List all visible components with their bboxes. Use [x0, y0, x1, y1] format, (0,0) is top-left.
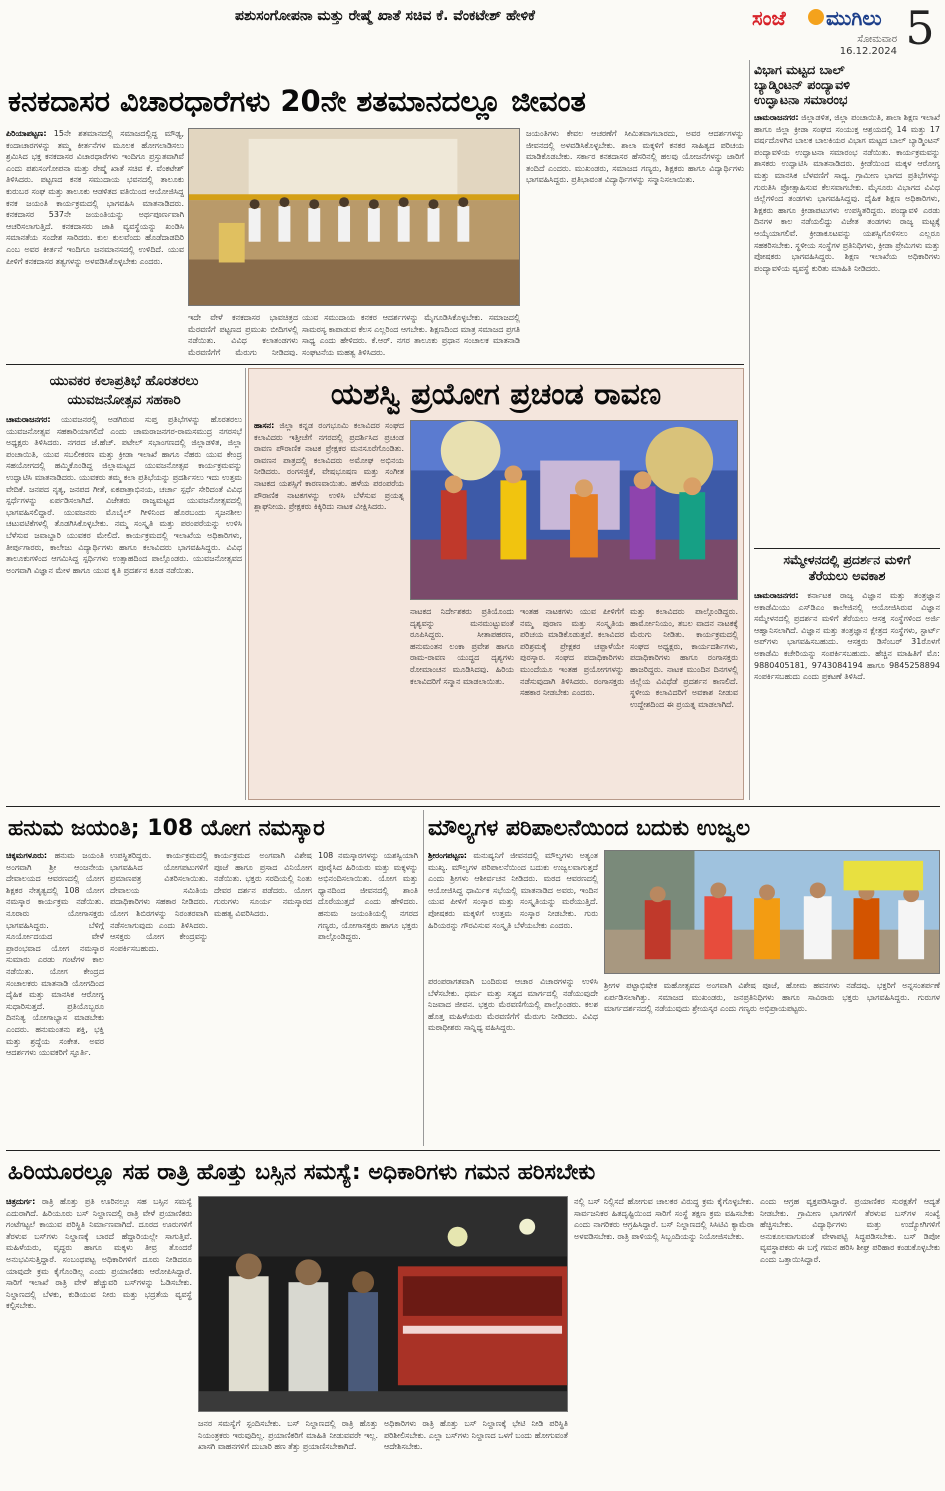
ravana-col4-text: ಮತ್ತು ಕಲಾವಿದರು ಪಾಲ್ಗೊಂಡಿದ್ದರು. ಹಾರ್ಮೋನಿಯಂ, ತಬಲ ವಾದನ ನಾಟಕಕ್ಕೆ ಮೆರುಗು ನೀಡಿತು. ಕಾರ್ಯಕ್ರಮದಲ್ಲಿ ಸಂಘದ ಅಧ್ಯಕ್ಷರು, ಕಾರ್ಯದರ್ಶಿಗಳು, ಪದಾಧಿಕಾರಿಗಳು ಹಾಗೂ ರಂಗಾಸಕ್ತರು ಹಾಜರಿದ್ದರು. ನಾಟಕ ಮುಂದಿನ ದಿನಗಳಲ್ಲಿ ಜಿಲ್ಲೆಯ ವಿವಿಧೆಡೆ ಪ್ರದರ್ಶನ ಕಾಣಲಿದೆ. ಸ್ಥಳೀಯ ಕಲಾವಿದರಿಗೆ ಅವಕಾಶ ನೀಡುವ ಉದ್ದೇಶದಿಂದ ಈ ಪ್ರಯತ್ನ ಮಾಡಲಾಗಿದೆ.: [630, 607, 738, 709]
kanakadasa-col1-text: 15ನೇ ಶತಮಾನದಲ್ಲಿ ಸಮಾಜದಲ್ಲಿದ್ದ ಮೌಢ್ಯ, ಕಂದಾಚಾರಗಳನ್ನು ತಮ್ಮ ಕೀರ್ತನೆಗಳ ಮೂಲಕ ಹೋಗಲಾಡಿಸಲು ಶ್ರಮಿಸಿದ ಭಕ್ತ ಕನಕದಾಸರ ವಿಚಾರಧಾರೆಗಳು ಇಂದಿಗೂ ಪ್ರಸ್ತುತವಾಗಿವೆ ಎಂದು ಪಶುಸಂಗೋಪನಾ ಮತ್ತು ರೇಷ್ಮೆ ಖಾತೆ ಸಚಿವ ಕೆ. ವೆಂಕಟೇಶ್ ತಿಳಿಸಿದರು. ಪಟ್ಟಣದ ಕನಕ ಸಮುದಾಯ ಭವನದಲ್ಲಿ ತಾಲೂಕು ಕುರುಬರ ಸಂಘ ಮತ್ತು ತಾಲೂಕು ಆಡಳಿತದ ವತಿಯಿಂದ ಆಯೋಜಿಸಿದ್ದ ಕನಕ ಜಯಂತಿ ಕಾರ್ಯಕ್ರಮದಲ್ಲಿ ಭಾಗವಹಿಸಿ ಮಾತನಾಡಿದರು. ಕನಕದಾಸರ 537ನೇ ಜಯಂತಿಯನ್ನು ಅರ್ಥಪೂರ್ಣವಾಗಿ ಆಚರಿಸಲಾಗುತ್ತಿದೆ. ಕನಕದಾಸರು ಜಾತಿ ವ್ಯವಸ್ಥೆಯನ್ನು ಖಂಡಿಸಿ ಸಮಾನತೆಯ ಸಂದೇಶ ಸಾರಿದರು. ಕುಲ ಕುಲವೆಂದು ಹೊಡೆದಾಡದಿರಿ ಎಂಬ ಅವರ ಕೀರ್ತನೆ ಇಂದಿಗೂ ಜನಮಾನಸದಲ್ಲಿ ಉಳಿದಿದೆ. ಯುವ ಪೀಳಿಗೆ ಕನಕದಾಸರ ತತ್ವಗಳನ್ನು ಅಳವಡಿಸಿಕೊಳ್ಳಬೇಕು ಎಂದರು.: [6, 129, 184, 266]
hanuma-headline: ಹನುಮ ಜಯಂತಿ; 108 ಯೋಗ ನಮಸ್ಕಾರ: [8, 816, 325, 841]
badminton-headline-line2: ಬ್ಯಾಡ್ಮಿಂಟನ್ ಪಂದ್ಯಾವಳಿ: [754, 77, 850, 92]
ravana-col-4: [630, 606, 738, 794]
hanuma-col4-text: 108 ನಮಸ್ಕಾರಗಳನ್ನು ಯಶಸ್ವಿಯಾಗಿ ಪೂರೈಸಿದ ಹಿರಿಯರು ಮತ್ತು ಮಕ್ಕಳನ್ನು ಅಭಿನಂದಿಸಲಾಯಿತು. ಯೋಗ ಮತ್ತು ಧ್ಯಾನದಿಂದ ಜೀವನದಲ್ಲಿ ಶಾಂತಿ ದೊರೆಯುತ್ತದೆ ಎಂದು ಹೇಳಿದರು. ಹನುಮ ಜಯಂತಿಯಲ್ಲಿ ನಗರದ ಗಣ್ಯರು, ಯೋಗಾಸಕ್ತರು ಹಾಗೂ ಭಕ್ತರು ಪಾಲ್ಗೊಂಡಿದ್ದರು.: [318, 851, 418, 942]
bus-photo: [198, 1196, 568, 1412]
divider-youth: [245, 368, 246, 800]
youth-body: [6, 414, 242, 800]
values-photo: [604, 850, 940, 974]
sun-icon: [808, 9, 824, 25]
badminton-headline-line3: ಉದ್ಘಾಟನಾ ಸಮಾರಂಭ: [754, 92, 848, 107]
divider-sidebar: [754, 548, 940, 549]
hanuma-col-1: [6, 850, 104, 1142]
divider-top: [6, 364, 744, 365]
bus-col-2: [198, 1418, 378, 1488]
badminton-headline-line1: ವಿಭಾಗ ಮಟ್ಟದ ಬಾಲ್: [754, 62, 845, 77]
ravana-col-3: [520, 606, 624, 794]
kanakadasa-headline: ಕನಕದಾಸರ ವಿಚಾರಧಾರೆಗಳು 20ನೇ ಶತಮಾನದಲ್ಲೂ ಜೀವಂತ: [8, 84, 586, 118]
bus-col3-text: ಅಧಿಕಾರಿಗಳು ರಾತ್ರಿ ಹೊತ್ತು ಬಸ್ ನಿಲ್ದಾಣಕ್ಕೆ ಭೇಟಿ ನೀಡಿ ಪರಿಸ್ಥಿತಿ ಪರಿಶೀಲಿಸಬೇಕು. ಎಲ್ಲಾ ಬಸ್‌ಗಳು ನಿಲ್ದಾಣದ ಒಳಗೆ ಬಂದು ಹೋಗುವಂತೆ ಆದೇಶಿಸಬೇಕು.: [384, 1419, 568, 1452]
exhibition-headline-line2: ತೆರೆಯಲು ಅವಕಾಶ: [808, 568, 886, 583]
bus-col1-text: ರಾತ್ರಿ ಹೊತ್ತು ಪ್ರತಿ ಊರಿನಲ್ಲೂ ಸಹ ಬಸ್ಸಿನ ಸಮಸ್ಯೆ ಎದುರಾಗಿದೆ. ಹಿರಿಯೂರು ಬಸ್ ನಿಲ್ದಾಣದಲ್ಲಿ ರಾತ್ರಿ ವೇಳೆ ಪ್ರಯಾಣಿಕರು ಗಂಟೆಗಟ್ಟಲೆ ಕಾಯುವ ಪರಿಸ್ಥಿತಿ ನಿರ್ಮಾಣವಾಗಿದೆ. ದೂರದ ಊರುಗಳಿಗೆ ತೆರಳುವ ಬಸ್‌ಗಳು ನಿಲ್ದಾಣಕ್ಕೆ ಬಾರದೆ ಹೆದ್ದಾರಿಯಲ್ಲೇ ಸಾಗುತ್ತಿವೆ. ಮಹಿಳೆಯರು, ವೃದ್ಧರು ಹಾಗೂ ಮಕ್ಕಳು ತೀವ್ರ ತೊಂದರೆ ಅನುಭವಿಸುತ್ತಿದ್ದಾರೆ. ಸಂಬಂಧಪಟ್ಟ ಅಧಿಕಾರಿಗಳಿಗೆ ದೂರು ನೀಡಿದರೂ ಯಾವುದೇ ಕ್ರಮ ಕೈಗೊಂಡಿಲ್ಲ ಎಂದು ಪ್ರಯಾಣಿಕರು ಆರೋಪಿಸಿದ್ದಾರೆ. ಸಾರಿಗೆ ಇಲಾಖೆ ರಾತ್ರಿ ವೇಳೆ ಹೆಚ್ಚುವರಿ ಬಸ್‌ಗಳನ್ನು ಓಡಿಸಬೇಕು. ನಿಲ್ದಾಣದಲ್ಲಿ ಬೆಳಕು, ಕುಡಿಯುವ ನೀರು ಮತ್ತು ಭದ್ರತೆಯ ವ್ಯವಸ್ಥೆ ಕಲ್ಪಿಸಬೇಕು.: [6, 1197, 192, 1311]
ravana-headline: ಯಶಸ್ವಿ ಪ್ರಯೋಗ ಪ್ರಚಂಡ ರಾವಣ: [330, 377, 662, 412]
values-col1-text: ಮನುಷ್ಯನಿಗೆ ಜೀವನದಲ್ಲಿ ಮೌಲ್ಯಗಳು ಅತ್ಯಂತ ಮುಖ್ಯ. ಮೌಲ್ಯಗಳ ಪರಿಪಾಲನೆಯಿಂದ ಬದುಕು ಉಜ್ವಲವಾಗುತ್ತದೆ ಎಂದು ಶ್ರೀಗಳು ಆಶೀರ್ವಚನ ನೀಡಿದರು. ಮಠದ ಆವರಣದಲ್ಲಿ ಆಯೋಜಿಸಿದ್ದ ಧಾರ್ಮಿಕ ಸಭೆಯಲ್ಲಿ ಮಾತನಾಡಿದ ಅವರು, ಇಂದಿನ ಯುವ ಪೀಳಿಗೆ ಸಂಸ್ಕಾರ ಮತ್ತು ಸಂಸ್ಕೃತಿಯನ್ನು ಮರೆಯುತ್ತಿದೆ. ಪೋಷಕರು ಮಕ್ಕಳಿಗೆ ಉತ್ತಮ ಸಂಸ್ಕಾರ ನೀಡಬೇಕು. ಗುರು ಹಿರಿಯರನ್ನು ಗೌರವಿಸುವ ಸಂಸ್ಕೃತಿ ಬೆಳೆಯಬೇಕು ಎಂದರು.: [428, 851, 598, 930]
hanuma-col-2: [110, 850, 208, 1142]
ravana-col-2: [410, 606, 514, 794]
bus-dateline: ಚಿತ್ರದುರ್ಗ:: [6, 1197, 36, 1206]
values-dateline: ಶ್ರೀರಂಗಪಟ್ಟಣ:: [428, 851, 467, 860]
bus-stand-night-photo: [199, 1197, 567, 1411]
kanakadasa-kicker: ಪಶುಸಂಗೋಪನಾ ಮತ್ತು ರೇಷ್ಮೆ ಖಾತೆ ಸಚಿವ ಕೆ. ವೆಂಕಟೇಶ್ ಹೇಳಿಕೆ: [235, 8, 535, 24]
exhibition-headline-line1: ಸಮ್ಮೇಳನದಲ್ಲಿ ಪ್ರದರ್ಶನ ಮಳಿಗೆ: [783, 552, 911, 567]
page-number: 5: [905, 1, 935, 55]
stage-event-photo: [189, 129, 519, 305]
procession-photo: [605, 851, 939, 973]
newspaper-logo: [752, 6, 897, 34]
ravana-col-1: [254, 420, 404, 794]
values-col-3: [604, 980, 940, 1142]
kanakadasa-col2-text: ಇದೇ ವೇಳೆ ಕನಕದಾಸರ ಭಾವಚಿತ್ರದ ಮೆರವಣಿಗೆ ಪಟ್ಟಣದ ಪ್ರಮುಖ ಬೀದಿಗಳಲ್ಲಿ ನಡೆಯಿತು. ವಿವಿಧ ಕಲಾತಂಡಗಳು ಮೆರವಣಿಗೆಗೆ ಮೆರುಗು ನೀಡಿದವು.: [188, 313, 298, 357]
hanuma-col2-text: ಉಪಸ್ಥಿತರಿದ್ದರು. ಕಾರ್ಯಕ್ರಮದಲ್ಲಿ ಭಾಗವಹಿಸಿದ ಯೋಗಪಟುಗಳಿಗೆ ಪ್ರಮಾಣಪತ್ರ ವಿತರಿಸಲಾಯಿತು. ದೇವಾಲಯ ಸಮಿತಿಯ ಪದಾಧಿಕಾರಿಗಳು ಸಹಕಾರ ನೀಡಿದರು. ಯೋಗ ಶಿಬಿರಗಳನ್ನು ನಿರಂತರವಾಗಿ ನಡೆಸಲಾಗುವುದು ಎಂದು ತಿಳಿಸಿದರು. ಆಸಕ್ತರು ಯೋಗ ಕೇಂದ್ರವನ್ನು ಸಂಪರ್ಕಿಸಬಹುದು.: [110, 851, 208, 953]
bus-col2-text: ಜನರ ಸಮಸ್ಯೆಗೆ ಸ್ಪಂದಿಸಬೇಕು. ಬಸ್ ನಿಲ್ದಾಣದಲ್ಲಿ ರಾತ್ರಿ ಹೊತ್ತು ನಿಯಂತ್ರಕರು ಇರುವುದಿಲ್ಲ. ಪ್ರಯಾಣಿಕರಿಗೆ ಮಾಹಿತಿ ನೀಡುವವರೇ ಇಲ್ಲ. ಖಾಸಗಿ ವಾಹನಗಳಿಗೆ ದುಬಾರಿ ಹಣ ತೆತ್ತು ಪ್ರಯಾಣಿಸಬೇಕಾಗಿದೆ.: [198, 1419, 378, 1452]
kanakadasa-dateline: ಪಿರಿಯಾಪಟ್ಟಣ:: [6, 129, 47, 138]
values-col-2: [428, 976, 598, 1142]
kanakadasa-col-2: [188, 312, 298, 360]
bus-col5-text: ಎಂದು ಆಗ್ರಹ ವ್ಯಕ್ತಪಡಿಸಿದ್ದಾರೆ. ಪ್ರಯಾಣಿಕರ ಸುರಕ್ಷತೆಗೆ ಆದ್ಯತೆ ನೀಡಬೇಕು. ಗ್ರಾಮೀಣ ಭಾಗಗಳಿಗೆ ತೆರಳುವ ಬಸ್‌ಗಳ ಸಂಖ್ಯೆ ಹೆಚ್ಚಿಸಬೇಕು. ವಿದ್ಯಾರ್ಥಿಗಳು ಮತ್ತು ಉದ್ಯೋಗಿಗಳಿಗೆ ಅನುಕೂಲವಾಗುವಂತೆ ವೇಳಾಪಟ್ಟಿ ಸಿದ್ಧಪಡಿಸಬೇಕು. ಬಸ್ ಡಿಪೋ ವ್ಯವಸ್ಥಾಪಕರು ಈ ಬಗ್ಗೆ ಗಮನ ಹರಿಸಿ ಶೀಘ್ರ ಪರಿಹಾರ ಕಂಡುಕೊಳ್ಳಬೇಕು ಎಂದು ಒತ್ತಾಯಿಸಿದ್ದಾರೆ.: [760, 1197, 940, 1264]
issue-date-value: 16.12.2024: [839, 46, 897, 57]
values-col3-text: ಶ್ರೀಗಳ ಪಟ್ಟಾಭಿಷೇಕ ಮಹೋತ್ಸವದ ಅಂಗವಾಗಿ ವಿಶೇಷ ಪೂಜೆ, ಹೋಮ ಹವನಗಳು ನಡೆದವು. ಭಕ್ತರಿಗೆ ಅನ್ನಸಂತರ್ಪಣೆ ಏರ್ಪಡಿಸಲಾಗಿತ್ತು. ಸಮಾಜದ ಮುಖಂಡರು, ಜನಪ್ರತಿನಿಧಿಗಳು ಹಾಗೂ ಸಾವಿರಾರು ಭಕ್ತರು ಭಾಗವಹಿಸಿದ್ದರು. ಗುರುಗಳ ಮಾರ್ಗದರ್ಶನದಲ್ಲಿ ನಡೆಯುವುದು ಶ್ರೇಯಸ್ಕರ ಎಂದು ಗಣ್ಯರು ಅಭಿಪ್ರಾಯಪಟ್ಟರು.: [604, 981, 940, 1014]
divider-hanuma: [423, 810, 424, 1146]
bus-col-4: [574, 1196, 754, 1488]
divider-middle: [6, 806, 940, 807]
masthead: [0, 0, 945, 58]
youth-headline-line1: ಯುವಕರ ಕಲಾಪ್ರತಿಭೆ ಹೊರತರಲು: [49, 373, 199, 389]
hanuma-col-4: [318, 850, 418, 1142]
hanuma-col-3: [214, 850, 312, 1142]
values-headline: ಮೌಲ್ಯಗಳ ಪರಿಪಾಲನೆಯಿಂದ ಬದುಕು ಉಜ್ವಲ: [428, 816, 751, 841]
badminton-text: ಜಿಲ್ಲಾಡಳಿತ, ಜಿಲ್ಲಾ ಪಂಚಾಯಿತಿ, ಶಾಲಾ ಶಿಕ್ಷಣ ಇಲಾಖೆ ಹಾಗೂ ಜಿಲ್ಲಾ ಕ್ರೀಡಾ ಸಂಘದ ಸಂಯುಕ್ತ ಆಶ್ರಯದಲ್ಲಿ 14 ಮತ್ತು 17 ವರ್ಷದೊಳಗಿನ ಬಾಲಕ ಬಾಲಕಿಯರ ವಿಭಾಗ ಮಟ್ಟದ ಬಾಲ್ ಬ್ಯಾಡ್ಮಿಂಟನ್ ಪಂದ್ಯಾವಳಿಯ ಉದ್ಘಾಟನಾ ಸಮಾರಂಭ ನಡೆಯಿತು. ಕಾರ್ಯಕ್ರಮವನ್ನು ಶಾಸಕರು ಉದ್ಘಾಟಿಸಿ ಮಾತನಾಡಿದರು. ಕ್ರೀಡೆಯಿಂದ ಮಕ್ಕಳ ಆರೋಗ್ಯ ಮತ್ತು ಮಾನಸಿಕ ಬೆಳವಣಿಗೆ ಸಾಧ್ಯ. ಗ್ರಾಮೀಣ ಭಾಗದ ಪ್ರತಿಭೆಗಳನ್ನು ಗುರುತಿಸಿ ಪ್ರೋತ್ಸಾಹಿಸುವ ಕೆಲಸವಾಗಬೇಕು. ಮೈಸೂರು ವಿಭಾಗದ ವಿವಿಧ ಜಿಲ್ಲೆಗಳಿಂದ ತಂಡಗಳು ಭಾಗವಹಿಸಿದ್ದವು. ದೈಹಿಕ ಶಿಕ್ಷಣ ಅಧಿಕಾರಿಗಳು, ಶಿಕ್ಷಕರು ಹಾಗೂ ಕ್ರೀಡಾಪಟುಗಳು ಉಪಸ್ಥಿತರಿದ್ದರು. ಪಂದ್ಯಾವಳಿ ಎರಡು ದಿನಗಳ ಕಾಲ ನಡೆಯಲಿದ್ದು ವಿಜೇತ ತಂಡಗಳು ರಾಜ್ಯ ಮಟ್ಟಕ್ಕೆ ಆಯ್ಕೆಯಾಗಲಿವೆ. ಕ್ರೀಡಾಕೂಟವನ್ನು ಯಶಸ್ವಿಗೊಳಿಸಲು ಎಲ್ಲರೂ ಸಹಕರಿಸಬೇಕು. ಸ್ಥಳೀಯ ಸಂಸ್ಥೆಗಳ ಪ್ರತಿನಿಧಿಗಳು, ಕ್ರೀಡಾ ಪ್ರೇಮಿಗಳು ಮತ್ತು ಪೋಷಕರು ಭಾಗವಹಿಸಿದ್ದರು. ಶಿಕ್ಷಣ ಇಲಾಖೆಯ ಅಧಿಕಾರಿಗಳು ಪಂದ್ಯಾವಳಿಯ ವ್ಯವಸ್ಥೆ ಕುರಿತು ಮಾಹಿತಿ ನೀಡಿದರು.: [754, 113, 940, 273]
hanuma-col3-text: ಕಾರ್ಯಕ್ರಮದ ಅಂಗವಾಗಿ ವಿಶೇಷ ಪೂಜೆ ಹಾಗೂ ಪ್ರಸಾದ ವಿನಿಯೋಗ ನಡೆಯಿತು. ಭಕ್ತರು ಸರದಿಯಲ್ಲಿ ನಿಂತು ದೇವರ ದರ್ಶನ ಪಡೆದರು. ಯೋಗ ಗುರುಗಳು ಸೂರ್ಯ ನಮಸ್ಕಾರದ ಮಹತ್ವ ವಿವರಿಸಿದರು.: [214, 851, 312, 918]
exhibition-headline: [754, 552, 940, 584]
values-col-1: [428, 850, 598, 970]
bus-headline: ಹಿರಿಯೂರಲ್ಲೂ ಸಹ ರಾತ್ರಿ ಹೊತ್ತು ಬಸ್ಸಿನ ಸಮಸ್ಯೆ: ಅಧಿಕಾರಿಗಳು ಗಮನ ಹರಿಸಬೇಕು: [8, 1160, 596, 1185]
ravana-col2-text: ನಾಟಕದ ನಿರ್ದೇಶಕರು ಪ್ರತಿಯೊಂದು ದೃಶ್ಯವನ್ನು ಮನಮುಟ್ಟುವಂತೆ ರೂಪಿಸಿದ್ದರು. ಸೀತಾಪಹರಣ, ಹನುಮಂತನ ಲಂಕಾ ಪ್ರವೇಶ ಹಾಗೂ ರಾಮ-ರಾವಣ ಯುದ್ಧದ ದೃಶ್ಯಗಳು ರೋಮಾಂಚನ ಮೂಡಿಸಿದವು. ಹಿರಿಯ ಕಲಾವಿದರಿಗೆ ಸನ್ಮಾನ ಮಾಡಲಾಯಿತು.: [410, 607, 514, 686]
youth-headline-line2: ಯುವಜನೋತ್ಸವ ಸಹಕಾರಿ: [67, 392, 181, 408]
youth-dateline: ಚಾಮರಾಜನಗರ:: [6, 415, 51, 424]
logo-text-part1: ಸಂಜೆ: [752, 6, 786, 30]
hanuma-col1-text: ಹನುಮ ಜಯಂತಿ ಅಂಗವಾಗಿ ಶ್ರೀ ಆಂಜನೇಯ ದೇವಾಲಯದ ಆವರಣದಲ್ಲಿ ಯೋಗ ಶಿಕ್ಷಕರ ನೇತೃತ್ವದಲ್ಲಿ 108 ಯೋಗ ನಮಸ್ಕಾರ ಕಾರ್ಯಕ್ರಮ ನಡೆಯಿತು. ನೂರಾರು ಯೋಗಾಸಕ್ತರು ಭಾಗವಹಿಸಿದ್ದರು. ಬೆಳಿಗ್ಗೆ ಸೂರ್ಯೋದಯದ ವೇಳೆ ಪ್ರಾರಂಭವಾದ ಯೋಗ ನಮಸ್ಕಾರ ಸುಮಾರು ಎರಡು ಗಂಟೆಗಳ ಕಾಲ ನಡೆಯಿತು. ಯೋಗ ಕೇಂದ್ರದ ಸಂಚಾಲಕರು ಮಾತನಾಡಿ ಯೋಗದಿಂದ ದೈಹಿಕ ಮತ್ತು ಮಾನಸಿಕ ಆರೋಗ್ಯ ಸುಧಾರಿಸುತ್ತದೆ. ಪ್ರತಿಯೊಬ್ಬರೂ ದಿನನಿತ್ಯ ಯೋಗಾಭ್ಯಾಸ ಮಾಡಬೇಕು ಎಂದರು. ಹನುಮಂತನು ಶಕ್ತಿ, ಭಕ್ತಿ ಮತ್ತು ಶ್ರದ್ಧೆಯ ಸಂಕೇತ. ಅವರ ಆದರ್ಶಗಳು ಯುವಕರಿಗೆ ಸ್ಫೂರ್ತಿ.: [6, 851, 104, 1058]
drama-stage-photo: [411, 421, 737, 599]
bus-col-5: [760, 1196, 940, 1488]
ravana-dateline: ಹಾಸನ:: [254, 421, 275, 430]
youth-text: ಯುವಜನರಲ್ಲಿ ಅಡಗಿರುವ ಸುಪ್ತ ಪ್ರತಿಭೆಗಳನ್ನು ಹೊರತರಲು ಯುವಜನೋತ್ಸವ ಸಹಕಾರಿಯಾಗಲಿದೆ ಎಂದು ಚಾಮರಾಜನಗರ-ರಾಮಸಮುದ್ರ ನಗರಸಭೆ ಅಧ್ಯಕ್ಷರು ತಿಳಿಸಿದರು. ನಗರದ ಜೆ.ಹೆಚ್. ಪಟೇಲ್ ಸಭಾಂಗಣದಲ್ಲಿ ಜಿಲ್ಲಾಡಳಿತ, ಜಿಲ್ಲಾ ಪಂಚಾಯಿತಿ, ಯುವ ಸಬಲೀಕರಣ ಮತ್ತು ಕ್ರೀಡಾ ಇಲಾಖೆ ಹಾಗೂ ನೆಹರು ಯುವ ಕೇಂದ್ರ ಸಹಯೋಗದಲ್ಲಿ ಹಮ್ಮಿಕೊಂಡಿದ್ದ ಜಿಲ್ಲಾಮಟ್ಟದ ಯುವಜನೋತ್ಸವ ಕಾರ್ಯಕ್ರಮವನ್ನು ಉದ್ಘಾಟಿಸಿ ಮಾತನಾಡಿದರು. ಯುವಕರು ತಮ್ಮ ಕಲಾ ಪ್ರತಿಭೆಯನ್ನು ಪ್ರದರ್ಶಿಸಲು ಇದು ಉತ್ತಮ ವೇದಿಕೆ. ಜನಪದ ನೃತ್ಯ, ಜನಪದ ಗೀತೆ, ಏಕಪಾತ್ರಾಭಿನಯ, ಚರ್ಚಾ ಸ್ಪರ್ಧೆ ಸೇರಿದಂತೆ ವಿವಿಧ ಸ್ಪರ್ಧೆಗಳನ್ನು ಏರ್ಪಡಿಸಲಾಗಿದೆ. ವಿಜೇತರು ರಾಜ್ಯಮಟ್ಟದ ಯುವಜನೋತ್ಸವದಲ್ಲಿ ಭಾಗವಹಿಸಲಿದ್ದಾರೆ. ಯುವಜನರು ಮೊಬೈಲ್ ಗೀಳಿನಿಂದ ಹೊರಬಂದು ಸೃಜನಶೀಲ ಚಟುವಟಿಕೆಗಳಲ್ಲಿ ತೊಡಗಿಸಿಕೊಳ್ಳಬೇಕು. ನಮ್ಮ ಸಂಸ್ಕೃತಿ ಮತ್ತು ಪರಂಪರೆಯನ್ನು ಉಳಿಸಿ ಬೆಳೆಸುವ ಜವಾಬ್ದಾರಿ ಯುವಕರ ಮೇಲಿದೆ. ಕಾರ್ಯಕ್ರಮದಲ್ಲಿ ಇಲಾಖೆಯ ಅಧಿಕಾರಿಗಳು, ತೀರ್ಪುಗಾರರು, ಕಾಲೇಜು ವಿದ್ಯಾರ್ಥಿಗಳು ಹಾಗೂ ಕಲಾವಿದರು ಭಾಗವಹಿಸಿದ್ದರು. ವಿವಿಧ ತಾಲೂಕುಗಳಿಂದ ಆಗಮಿಸಿದ್ದ ಸ್ಪರ್ಧಿಗಳು ಉತ್ಸಾಹದಿಂದ ಪಾಲ್ಗೊಂಡರು. ಯುವಜನೋತ್ಸವದ ಅಂಗವಾಗಿ ವಿಜ್ಞಾನ ಮೇಳ ಹಾಗೂ ಯುವ ಕೃತಿ ಪ್ರದರ್ಶನ ಕೂಡ ನಡೆಯಿತು.: [6, 415, 242, 575]
kanakadasa-col-1: [6, 128, 184, 360]
bus-col4-text: ನಲ್ಲಿ ಬಸ್ ನಿಲ್ಲಿಸದೆ ಹೋಗುವ ಚಾಲಕರ ವಿರುದ್ಧ ಕ್ರಮ ಕೈಗೊಳ್ಳಬೇಕು. ಸಾರ್ವಜನಿಕರ ಹಿತದೃಷ್ಟಿಯಿಂದ ಸಾರಿಗೆ ಸಂಸ್ಥೆ ತಕ್ಷಣ ಕ್ರಮ ವಹಿಸಬೇಕು ಎಂದು ನಾಗರಿಕರು ಆಗ್ರಹಿಸಿದ್ದಾರೆ. ಬಸ್ ನಿಲ್ದಾಣದಲ್ಲಿ ಸಿಸಿಟಿವಿ ಕ್ಯಾಮೆರಾ ಅಳವಡಿಸಬೇಕು. ರಾತ್ರಿ ಪಾಳಿಯಲ್ಲಿ ಸಿಬ್ಬಂದಿಯನ್ನು ನಿಯೋಜಿಸಬೇಕು.: [574, 1197, 754, 1241]
bus-col-1: [6, 1196, 192, 1488]
kanakadasa-photo: [188, 128, 520, 306]
badminton-body: [754, 112, 940, 540]
ravana-col3-text: ಇಂತಹ ನಾಟಕಗಳು ಯುವ ಪೀಳಿಗೆಗೆ ನಮ್ಮ ಪುರಾಣ ಮತ್ತು ಸಂಸ್ಕೃತಿಯ ಪರಿಚಯ ಮಾಡಿಕೊಡುತ್ತವೆ. ಕಲಾವಿದರ ಪರಿಶ್ರಮಕ್ಕೆ ಪ್ರೇಕ್ಷಕರ ಚಪ್ಪಾಳೆಯೇ ಪುರಸ್ಕಾರ. ಸಂಘದ ಪದಾಧಿಕಾರಿಗಳು ಮುಂದೆಯೂ ಇಂತಹ ಪ್ರಯೋಗಗಳನ್ನು ನಡೆಸುವುದಾಗಿ ತಿಳಿಸಿದರು. ರಂಗಾಸಕ್ತರು ಸಹಕಾರ ನೀಡಬೇಕು ಎಂದರು.: [520, 607, 624, 698]
hanuma-dateline: ಚಿಕ್ಕಮಗಳೂರು:: [6, 851, 48, 860]
badminton-headline: [754, 62, 940, 107]
exhibition-text: ಕರ್ನಾಟಕ ರಾಜ್ಯ ವಿಜ್ಞಾನ ಮತ್ತು ತಂತ್ರಜ್ಞಾನ ಅಕಾಡೆಮಿಯು ಎಸ್‌ಡಿಎಂ ಕಾಲೇಜಿನಲ್ಲಿ ಆಯೋಜಿಸಿರುವ ವಿಜ್ಞಾನ ಸಮ್ಮೇಳನದಲ್ಲಿ ಪ್ರದರ್ಶನ ಮಳಿಗೆ ತೆರೆಯಲು ಆಸಕ್ತ ಸಂಸ್ಥೆಗಳಿಂದ ಅರ್ಜಿ ಆಹ್ವಾನಿಸಲಾಗಿದೆ. ವಿಜ್ಞಾನ ಮತ್ತು ತಂತ್ರಜ್ಞಾನ ಕ್ಷೇತ್ರದ ಸಂಸ್ಥೆಗಳು, ಸ್ಟಾರ್ಟ್ ಅಪ್‌ಗಳು ಭಾಗವಹಿಸಬಹುದು. ಆಸಕ್ತರು ಡಿಸೆಂಬರ್ 31ರೊಳಗೆ ಅಕಾಡೆಮಿ ಕಚೇರಿಯನ್ನು ಸಂಪರ್ಕಿಸಬಹುದು. ಹೆಚ್ಚಿನ ಮಾಹಿತಿಗೆ ಮೊ: 9880405181, 9743084194 ಹಾಗೂ 9845258894 ಸಂಪರ್ಕಿಸಬಹುದು ಎಂದು ಪ್ರಕಟಣೆ ತಿಳಿಸಿದೆ.: [754, 591, 940, 682]
bus-col-3: [384, 1418, 568, 1488]
divider-right-column: [749, 60, 750, 800]
logo-text-part2: ಮುಗಿಲು: [826, 6, 882, 30]
exhibition-body: [754, 590, 940, 800]
kanakadasa-col-4: [526, 128, 744, 360]
divider-bottom: [6, 1150, 940, 1151]
badminton-dateline: ಚಾಮರಾಜನಗರ:: [754, 113, 799, 122]
kanakadasa-col4-text: ಜಯಂತಿಗಳು ಕೇವಲ ಆಚರಣೆಗೆ ಸೀಮಿತವಾಗಬಾರದು, ಅವರ ಆದರ್ಶಗಳನ್ನು ಜೀವನದಲ್ಲಿ ಅಳವಡಿಸಿಕೊಳ್ಳಬೇಕು. ಶಾಲಾ ಮಕ್ಕಳಿಗೆ ಕನಕರ ಸಾಹಿತ್ಯದ ಪರಿಚಯ ಮಾಡಿಕೊಡಬೇಕು. ಸರ್ಕಾರ ಕನಕದಾಸರ ಹೆಸರಿನಲ್ಲಿ ಹಲವು ಯೋಜನೆಗಳನ್ನು ಜಾರಿಗೆ ತಂದಿದೆ ಎಂದರು. ಮುಖಂಡರು, ಸಮಾಜದ ಗಣ್ಯರು, ಶಿಕ್ಷಕರು ಹಾಗೂ ವಿದ್ಯಾರ್ಥಿಗಳು ಭಾಗವಹಿಸಿದ್ದರು. ಪ್ರತಿಭಾವಂತ ವಿದ್ಯಾರ್ಥಿಗಳನ್ನು ಸನ್ಮಾನಿಸಲಾಯಿತು.: [526, 129, 744, 185]
ravana-photo: [410, 420, 738, 600]
issue-day: ಸೋಮವಾರ: [857, 34, 897, 45]
kanakadasa-col-3: [302, 312, 520, 360]
ravana-col1-text: ಜಿಲ್ಲಾ ಕನ್ನಡ ರಂಗಭೂಮಿ ಕಲಾವಿದರ ಸಂಘದ ಕಲಾವಿದರು ಇತ್ತೀಚೆಗೆ ನಗರದಲ್ಲಿ ಪ್ರದರ್ಶಿಸಿದ ಪ್ರಚಂಡ ರಾವಣ ಪೌರಾಣಿಕ ನಾಟಕ ಪ್ರೇಕ್ಷಕರ ಮನಸೂರೆಗೊಂಡಿತು. ರಾವಣನ ಪಾತ್ರದಲ್ಲಿ ಕಲಾವಿದರು ಅಮೋಘ ಅಭಿನಯ ನೀಡಿದರು. ರಂಗಸಜ್ಜಿಕೆ, ವೇಷಭೂಷಣ ಮತ್ತು ಸಂಗೀತ ನಾಟಕದ ಯಶಸ್ಸಿಗೆ ಕಾರಣವಾಯಿತು. ಹಳೆಯ ಪರಂಪರೆಯ ಪೌರಾಣಿಕ ನಾಟಕಗಳನ್ನು ಉಳಿಸಿ ಬೆಳೆಸುವ ಪ್ರಯತ್ನ ಶ್ಲಾಘನೀಯ. ಪ್ರೇಕ್ಷಕರು ಕಿಕ್ಕಿರಿದು ನಾಟಕ ವೀಕ್ಷಿಸಿದರು.: [254, 421, 404, 512]
values-col2-text: ಪರಂಪರಾಗತವಾಗಿ ಬಂದಿರುವ ಆಚಾರ ವಿಚಾರಗಳನ್ನು ಉಳಿಸಿ ಬೆಳೆಸಬೇಕು. ಧರ್ಮ ಮತ್ತು ಸತ್ಯದ ಮಾರ್ಗದಲ್ಲಿ ನಡೆಯುವುದೇ ನಿಜವಾದ ಜೀವನ. ಭಕ್ತರು ಮೆರವಣಿಗೆಯಲ್ಲಿ ಪಾಲ್ಗೊಂಡರು. ಕಲಶ ಹೊತ್ತ ಮಹಿಳೆಯರು ಮೆರವಣಿಗೆಗೆ ಮೆರುಗು ನೀಡಿದರು. ವಿವಿಧ ಮಠಾಧೀಶರು ಸಾನ್ನಿಧ್ಯ ವಹಿಸಿದ್ದರು.: [428, 977, 598, 1033]
exhibition-dateline: ಚಾಮರಾಜನಗರ:: [754, 591, 799, 600]
kanakadasa-col3-text: ಯುವ ಸಮುದಾಯ ಕನಕರ ಆದರ್ಶಗಳನ್ನು ಮೈಗೂಡಿಸಿಕೊಳ್ಳಬೇಕು. ಸಮಾಜದಲ್ಲಿ ಸಾಮರಸ್ಯ ಕಾಪಾಡುವ ಕೆಲಸ ಎಲ್ಲರಿಂದ ಆಗಬೇಕು. ಶಿಕ್ಷಣದಿಂದ ಮಾತ್ರ ಸಮಾಜದ ಪ್ರಗತಿ ಸಾಧ್ಯ ಎಂದು ಹೇಳಿದರು. ಕೆ.ಆರ್. ನಗರ ತಾಲೂಕು ಪ್ರಧಾನ ಸಂಚಾಲಕ ಮಾತನಾಡಿ ಸಂಘಟನೆಯ ಮಹತ್ವ ತಿಳಿಸಿದರು.: [302, 313, 520, 357]
issue-date: [752, 34, 897, 58]
youth-headline: [6, 372, 242, 410]
